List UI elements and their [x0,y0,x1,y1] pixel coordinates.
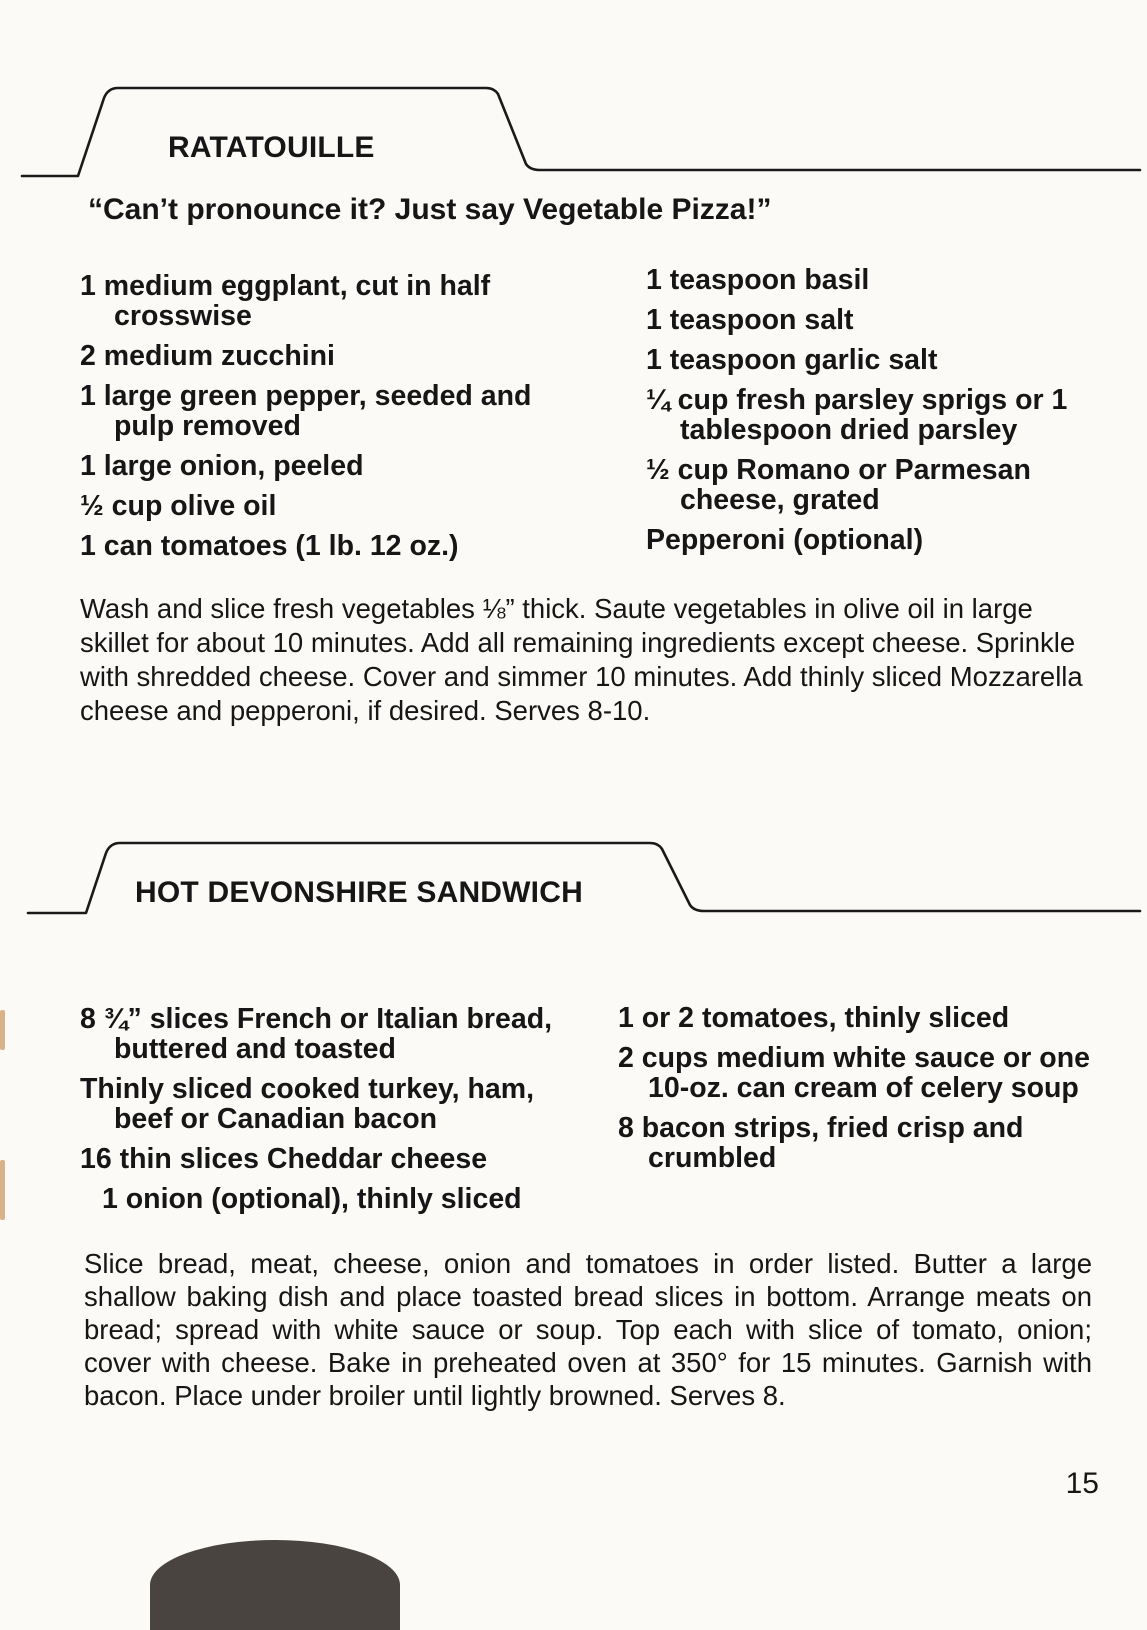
page-number: 15 [1065,1467,1099,1500]
ingredient-item: 8 bacon strips, fried crisp and crumbled [618,1112,1024,1174]
ingredient-item: 1 teaspoon salt [646,304,854,336]
recipe-title: RATATOUILLE [168,131,375,164]
ingredient-item: ½ cup Romano or Parmesan cheese, grated [646,454,1031,516]
page-edge-mark [0,1160,5,1220]
ingredient-item: ¼ cup fresh parsley sprigs or 1 tablespoon dried parsley [646,384,1068,446]
ingredient-item: 16 thin slices Cheddar cheese [80,1143,488,1175]
ingredient-item: Pepperoni (optional) [646,524,924,556]
recipe-directions: Slice bread, meat, cheese, onion and tomatoes in order listed. Butter a large shallow baking dish and place toasted bread slices in bottom. Arrange meats on bread; spread with white sauce or soup. Top each with slice of tomato, onion; cover with cheese. Bake in preheated oven at 350° for 15 minutes. Garnish with bacon. Place under broiler until lightly browned. Serves 8. [84,1248,1092,1411]
ingredient-item: 8 ¾” slices French or Italian bread, buttered and toasted [80,1003,553,1065]
ingredient-item: 2 medium zucchini [80,340,335,372]
ingredient-item: 1 large green pepper, seeded and pulp removed [80,380,532,442]
ingredients-left [80,271,550,571]
ingredient-item: Thinly sliced cooked turkey, ham, beef or Canadian bacon [80,1073,535,1135]
ingredients-right [618,1003,1093,1183]
ingredient-item: 1 teaspoon basil [646,264,870,296]
recipe-title: HOT DEVONSHIRE SANDWICH [135,876,583,909]
recipe-directions: Wash and slice fresh vegetables ⅛” thick. Saute vegetables in olive oil in large skillet for about 10 minutes. Add all remaining ingredients except cheese. Sprinkle with shredded cheese. Cover and simmer 10 minutes. Add thinly sliced Mozzarella cheese and pepperoni, if desired. Serves 8-10. [80,593,1083,726]
ingredient-item: 1 teaspoon garlic salt [646,344,938,376]
ingredient-item: 1 can tomatoes (1 lb. 12 oz.) [80,530,459,562]
ingredient-item: 1 or 2 tomatoes, thinly sliced [618,1002,1010,1034]
recipe-subtitle: “Can’t pronounce it? Just say Vegetable Pizza!” [88,193,772,226]
page-shadow [150,1540,400,1630]
ingredient-item: 1 large onion, peeled [80,450,364,482]
ingredient-item: 2 cups medium white sauce or one 10-oz. can cream of celery soup [618,1042,1090,1104]
ingredient-item: ½ cup olive oil [80,490,277,522]
ingredients-right [646,265,1106,565]
ingredient-item: 1 medium eggplant, cut in half crosswise [80,270,491,332]
page-edge-mark [0,1010,5,1050]
ingredients-left [80,1004,580,1224]
ingredient-item: 1 onion (optional), thinly sliced [102,1183,522,1215]
